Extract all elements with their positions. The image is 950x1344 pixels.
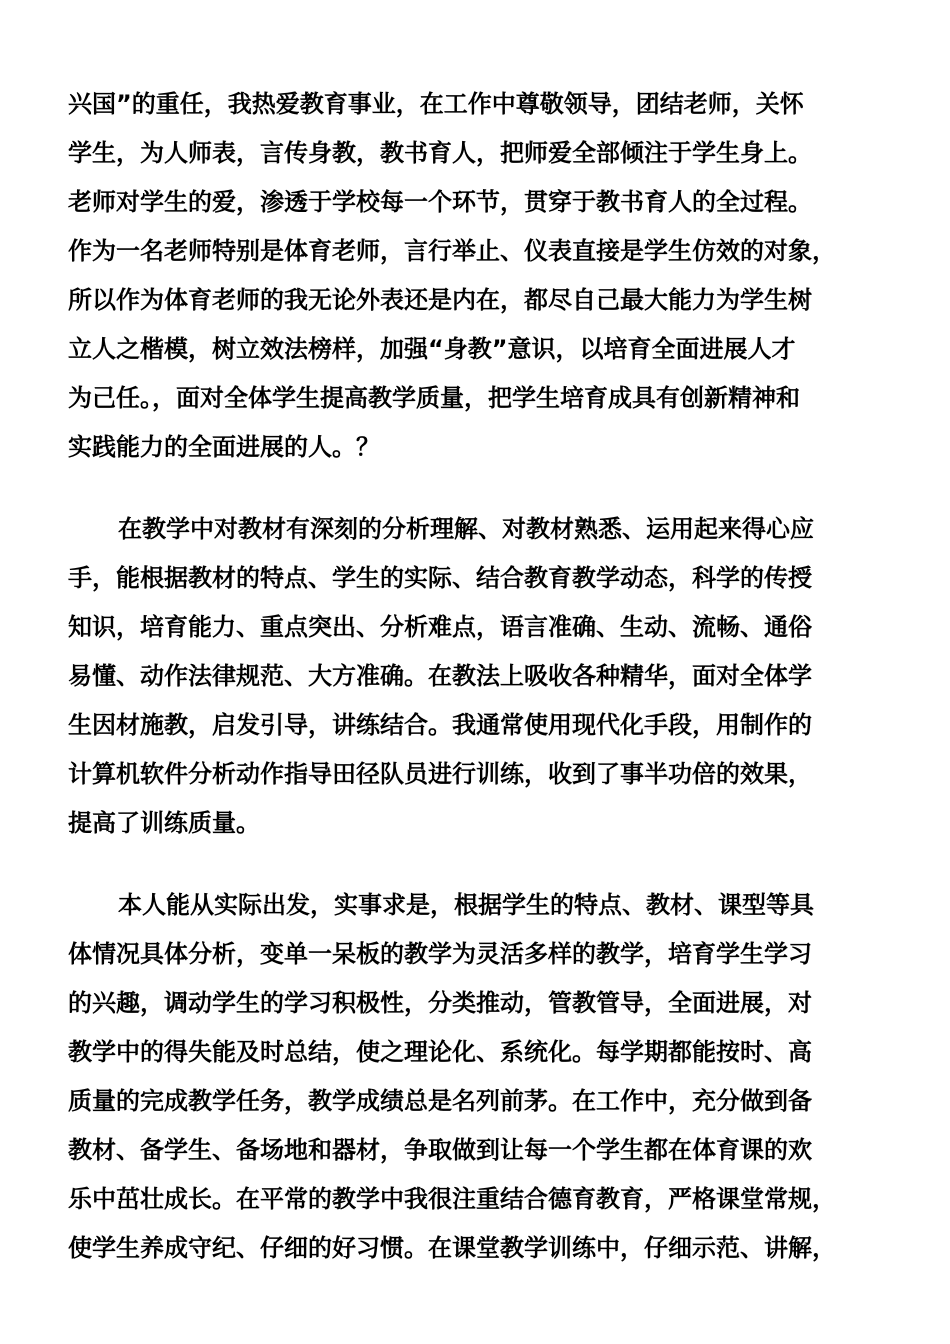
text-line: 的兴趣，调动学生的学习积极性，分类推动，管教管导，全面进展，对 <box>68 989 812 1017</box>
paragraph-spacer <box>68 848 876 881</box>
text-line: 在教学中对教材有深刻的分析理解、对教材熟悉、运用起来得心应 <box>118 515 814 543</box>
text-line: 计算机软件分析动作指导田径队员进行训练，收到了事半功倍的效果， <box>68 760 812 788</box>
text-line: 实践能力的全面进展的人。？ <box>68 433 380 461</box>
text-line: 本人能从实际出发，实事求是，根据学生的特点、教材、课型等具 <box>118 891 814 919</box>
text-line: 提高了训练质量。 <box>68 809 260 837</box>
text-line: 老师对学生的爱，渗透于学校每一个环节，贯穿于教书育人的全过程。 <box>68 188 812 216</box>
paragraph-3 <box>68 881 876 1273</box>
text-line: 使学生养成守纪、仔细的好习惯。在课堂教学训练中，仔细示范、讲解， <box>68 1234 836 1262</box>
text-line: 所以作为体育老师的我无论外表还是内在，都尽自己最大能力为学生树 <box>68 286 812 314</box>
text-line: 手，能根据教材的特点、学生的实际、结合教育教学动态，科学的传授 <box>68 564 812 592</box>
text-line: 乐中茁壮成长。在平常的教学中我很注重结合德育教育，严格课堂常规， <box>68 1185 836 1213</box>
text-line: 教材、备学生、备场地和器材，争取做到让每一个学生都在体育课的欢 <box>68 1136 812 1164</box>
paragraph-spacer <box>68 472 876 505</box>
text-line: 学生，为人师表，言传身教，教书育人，把师爱全部倾注于学生身上。 <box>68 139 812 167</box>
text-line: 作为一名老师特别是体育老师，言行举止、仪表直接是学生仿效的对象， <box>68 237 836 265</box>
text-line: 生因材施教，启发引导，讲练结合。我通常使用现代化手段，用制作的 <box>68 711 812 739</box>
text-line: 立人之楷模，树立效法榜样，加强“身教”意识，以培育全面进展人才 <box>68 335 796 363</box>
text-line: 体情况具体分析，变单一呆板的教学为灵活多样的教学，培育学生学习 <box>68 940 812 968</box>
paragraph-1 <box>68 80 876 472</box>
text-line: 为己任。，面对全体学生提高教学质量，把学生培育成具有创新精神和 <box>68 384 800 412</box>
text-line: 知识，培育能力、重点突出、分析难点，语言准确、生动、流畅、通俗 <box>68 613 812 641</box>
text-line: 易懂、动作法律规范、大方准确。在教法上吸收各种精华，面对全体学 <box>68 662 812 690</box>
document-body <box>68 80 876 1273</box>
text-line: 教学中的得失能及时总结，使之理论化、系统化。每学期都能按时、高 <box>68 1038 812 1066</box>
paragraph-2 <box>68 505 876 848</box>
text-line: 兴国”的重任，我热爱教育事业，在工作中尊敬领导，团结老师，关怀 <box>68 90 804 118</box>
text-line: 质量的完成教学任务，教学成绩总是名列前茅。在工作中，充分做到备 <box>68 1087 812 1115</box>
